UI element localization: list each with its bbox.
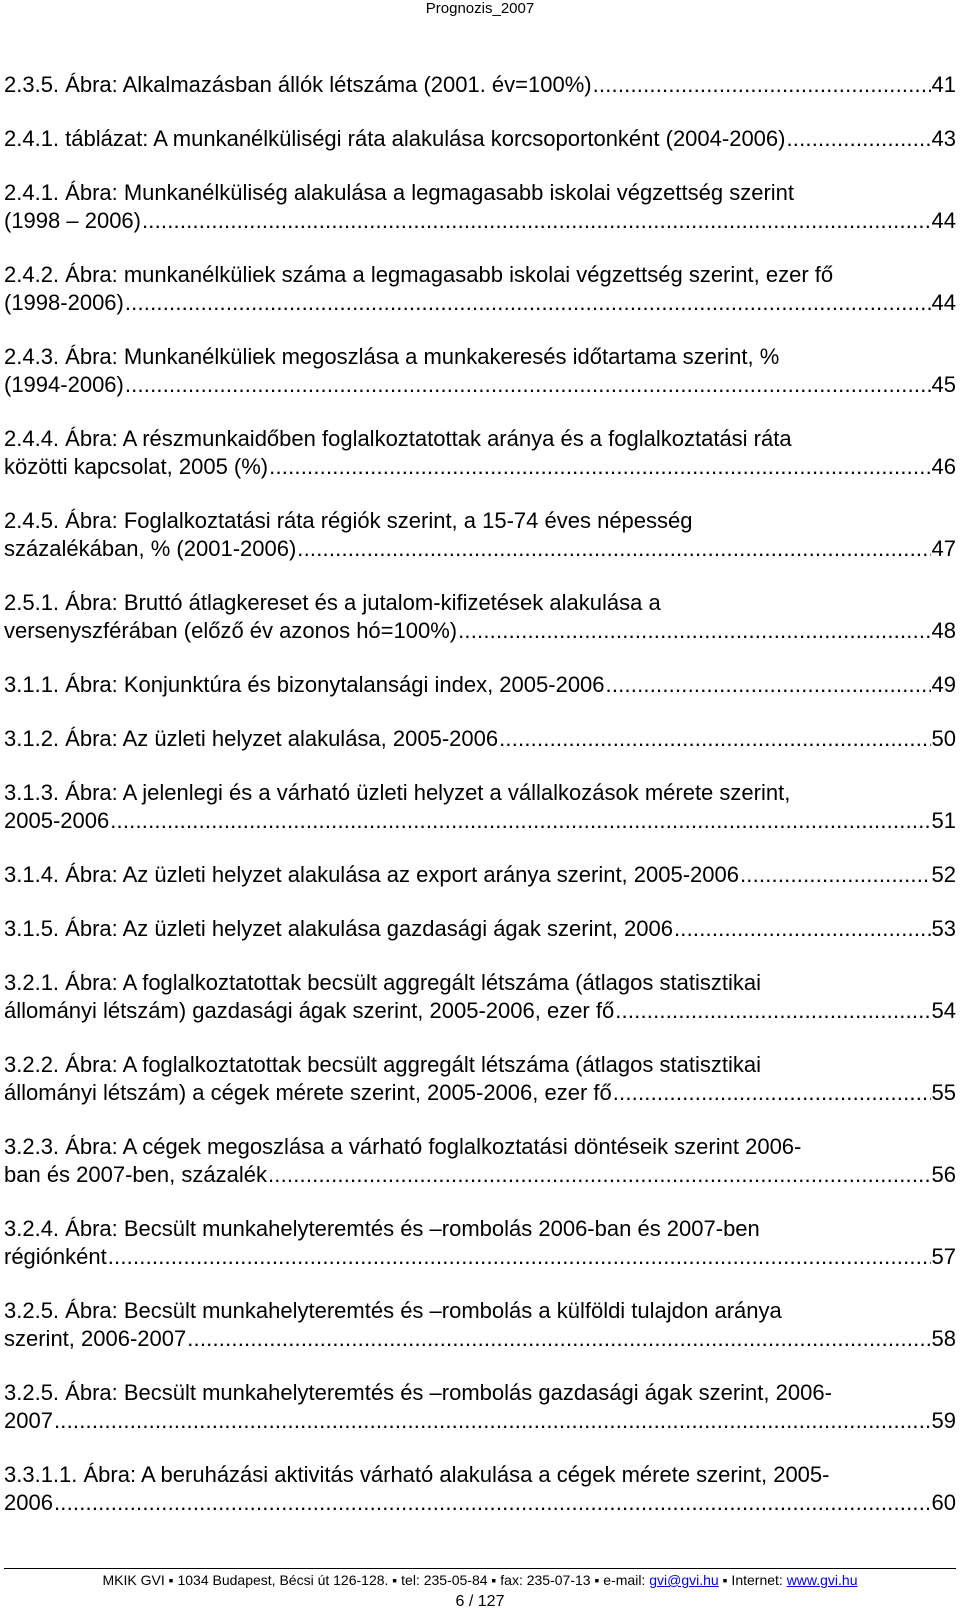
footer-web-link[interactable]: www.gvi.hu [786,1572,858,1588]
toc-page-number: 53 [931,916,956,941]
dot-leader [499,725,930,753]
toc-entry[interactable] [4,179,956,235]
page-number: 6 / 127 [455,1593,505,1610]
toc-entry-title: (1998 – 2006) [4,208,141,233]
toc-entry[interactable] [4,671,956,699]
toc-entry-last-line [4,1489,956,1517]
toc-entry-title: (1998-2006) [4,290,124,315]
toc-entry[interactable] [4,1051,956,1107]
toc-entry[interactable] [4,861,956,889]
toc-page-number: 60 [931,1490,956,1515]
footer-divider [4,1568,956,1569]
toc-entry-title-line: 2.5.1. Ábra: Bruttó átlagkereset és a jutalom-kifizetések alakulása a [4,590,661,615]
toc-entry-title-line: 3.2.5. Ábra: Becsült munkahelyteremtés és –rombolás gazdasági ágak szerint, 2006- [4,1380,832,1405]
toc-entry-last-line [4,207,956,235]
toc-entry-title-line: 3.3.1.1. Ábra: A beruházási aktivitás várható alakulása a cégek mérete szerint, 2005- [4,1462,830,1487]
toc-entry[interactable] [4,507,956,563]
toc-entry[interactable] [4,71,956,99]
toc-entry-title: állományi létszám) gazdasági ágak szerint, 2005-2006, ezer fő [4,998,615,1023]
dot-leader [125,371,931,399]
toc-entry-title: régiónként [4,1244,107,1269]
toc-entry-title-line: 3.2.5. Ábra: Becsült munkahelyteremtés és –rombolás a külföldi tulajdon aránya [4,1298,782,1323]
toc-page-number: 45 [931,372,956,397]
toc-entry-title: (1994-2006) [4,372,124,397]
toc-entry-last-line [4,1243,956,1271]
toc-entry-title-line: 3.2.3. Ábra: A cégek megoszlása a várható foglalkoztatási döntéseik szerint 2006- [4,1134,802,1159]
toc-page-number: 43 [931,126,956,151]
toc-entry-title: szerint, 2006-2007 [4,1326,187,1351]
toc-entry[interactable] [4,779,956,835]
toc-entry-last-line [4,617,956,645]
toc-entry-title: ban és 2007-ben, százalék [4,1162,267,1187]
toc-entry-title: 2.4.1. táblázat: A munkanélküliségi ráta alakulása korcsoportonként (2004-2006) [4,126,786,151]
toc-entry-title: 2007 [4,1408,53,1433]
toc-entry-last-line [4,725,956,753]
dot-leader [125,289,931,317]
page-footer [0,1572,960,1589]
toc-entry-title-line: 2.4.4. Ábra: A részmunkaidőben foglalkoztatottak aránya és a foglalkoztatási ráta [4,426,792,451]
toc-entry-title: százalékában, % (2001-2006) [4,536,297,561]
toc-page-number: 59 [931,1408,956,1433]
dot-leader [108,1243,931,1271]
dot-leader [615,997,930,1025]
toc-entry-title: közötti kapcsolat, 2005 (%) [4,454,269,479]
toc-entry-last-line [4,535,956,563]
toc-entry-last-line [4,71,956,99]
toc-page-number: 47 [931,536,956,561]
toc-page-number: 46 [931,454,956,479]
toc-entry-last-line [4,1079,956,1107]
dot-leader [268,1161,931,1189]
toc-page-number: 57 [931,1244,956,1269]
toc-entry-last-line [4,1161,956,1189]
toc-entry-title: versenyszférában (előző év azonos hó=100%) [4,618,458,643]
toc-entry-title-line: 3.2.1. Ábra: A foglalkoztatottak becsült aggregált létszáma (átlagos statisztikai [4,970,761,995]
toc-entry-last-line [4,861,956,889]
dot-leader [458,617,930,645]
page-header [0,0,960,17]
toc-entry-last-line [4,671,956,699]
toc-entry-last-line [4,807,956,835]
toc-entry-title-line: 2.4.3. Ábra: Munkanélküliek megoszlása a munkakeresés időtartama szerint, % [4,344,780,369]
toc-entry[interactable] [4,125,956,153]
toc-page-number: 58 [931,1326,956,1351]
footer-internet-label: ▪ Internet: [718,1572,787,1588]
toc-entry-title-line: 2.4.1. Ábra: Munkanélküliség alakulása a legmagasabb iskolai végzettség szerint [4,180,795,205]
toc-entry[interactable] [4,1297,956,1353]
toc-entry-title: 3.1.4. Ábra: Az üzleti helyzet alakulása az export aránya szerint, 2005-2006 [4,862,739,887]
toc-entry[interactable] [4,969,956,1025]
toc-entry[interactable] [4,1461,956,1517]
toc-entry-title: 2.3.5. Ábra: Alkalmazásban állók létszáma (2001. év=100%) [4,72,592,97]
toc-entry[interactable] [4,1215,956,1271]
dot-leader [187,1325,930,1353]
toc-entry-title: állományi létszám) a cégek mérete szerint, 2005-2006, ezer fő [4,1080,612,1105]
dot-leader [54,1489,931,1517]
dot-leader [593,71,931,99]
dot-leader [54,1407,931,1435]
toc-entry[interactable] [4,425,956,481]
dot-leader [110,807,930,835]
toc-page-number: 48 [931,618,956,643]
toc-entry[interactable] [4,1379,956,1435]
footer-address: MKIK GVI ▪ 1034 Budapest, Bécsi út 126-128. ▪ tel: 235-05-84 ▪ fax: 235-07-13 ▪ e-mail: [102,1572,650,1588]
toc-page-number: 44 [931,290,956,315]
document-title: Prognozis_2007 [425,0,535,17]
dot-leader [269,453,930,481]
dot-leader [674,915,931,943]
dot-leader [142,207,931,235]
toc-entry-title: 3.1.2. Ábra: Az üzleti helyzet alakulása, 2005-2006 [4,726,499,751]
toc-entry-last-line [4,371,956,399]
dot-leader [740,861,931,889]
toc-page-number: 41 [931,72,956,97]
toc-entry-last-line [4,1407,956,1435]
toc-entry[interactable] [4,725,956,753]
toc-entry-title-line: 3.2.4. Ábra: Becsült munkahelyteremtés és –rombolás 2006-ban és 2007-ben [4,1216,760,1241]
dot-leader [606,671,931,699]
toc-page-number: 56 [931,1162,956,1187]
toc-entry-last-line [4,125,956,153]
toc-entry-last-line [4,1325,956,1353]
toc-entry-last-line [4,289,956,317]
toc-page-number: 52 [931,862,956,887]
toc-entry-title-line: 2.4.2. Ábra: munkanélküliek száma a legmagasabb iskolai végzettség szerint, ezer fő [4,262,834,287]
dot-leader [613,1079,931,1107]
toc-page-number: 44 [931,208,956,233]
footer-email-link[interactable]: gvi@gvi.hu [649,1572,719,1588]
toc-page-number: 50 [931,726,956,751]
toc-entry[interactable] [4,915,956,943]
toc-page-number: 49 [931,672,956,697]
toc-entry[interactable] [4,1133,956,1189]
dot-leader [297,535,930,563]
toc-page-number: 51 [931,808,956,833]
toc-entry-last-line [4,997,956,1025]
toc-entry-last-line [4,915,956,943]
toc-entry-title-line: 2.4.5. Ábra: Foglalkoztatási ráta régiók szerint, a 15-74 éves népesség [4,508,693,533]
toc-entry-title: 3.1.5. Ábra: Az üzleti helyzet alakulása gazdasági ágak szerint, 2006 [4,916,673,941]
table-of-contents [4,71,956,1543]
toc-page-number: 55 [931,1080,956,1105]
toc-entry-title: 2006 [4,1490,53,1515]
toc-entry-title: 2005-2006 [4,808,110,833]
toc-entry-last-line [4,453,956,481]
toc-entry[interactable] [4,261,956,317]
toc-entry[interactable] [4,589,956,645]
toc-entry-title: 3.1.1. Ábra: Konjunktúra és bizonytalansági index, 2005-2006 [4,672,605,697]
toc-entry[interactable] [4,343,956,399]
dot-leader [786,125,930,153]
toc-page-number: 54 [931,998,956,1023]
toc-entry-title-line: 3.1.3. Ábra: A jelenlegi és a várható üzleti helyzet a vállalkozások mérete szerint, [4,780,791,805]
toc-entry-title-line: 3.2.2. Ábra: A foglalkoztatottak becsült aggregált létszáma (átlagos statisztikai [4,1052,761,1077]
